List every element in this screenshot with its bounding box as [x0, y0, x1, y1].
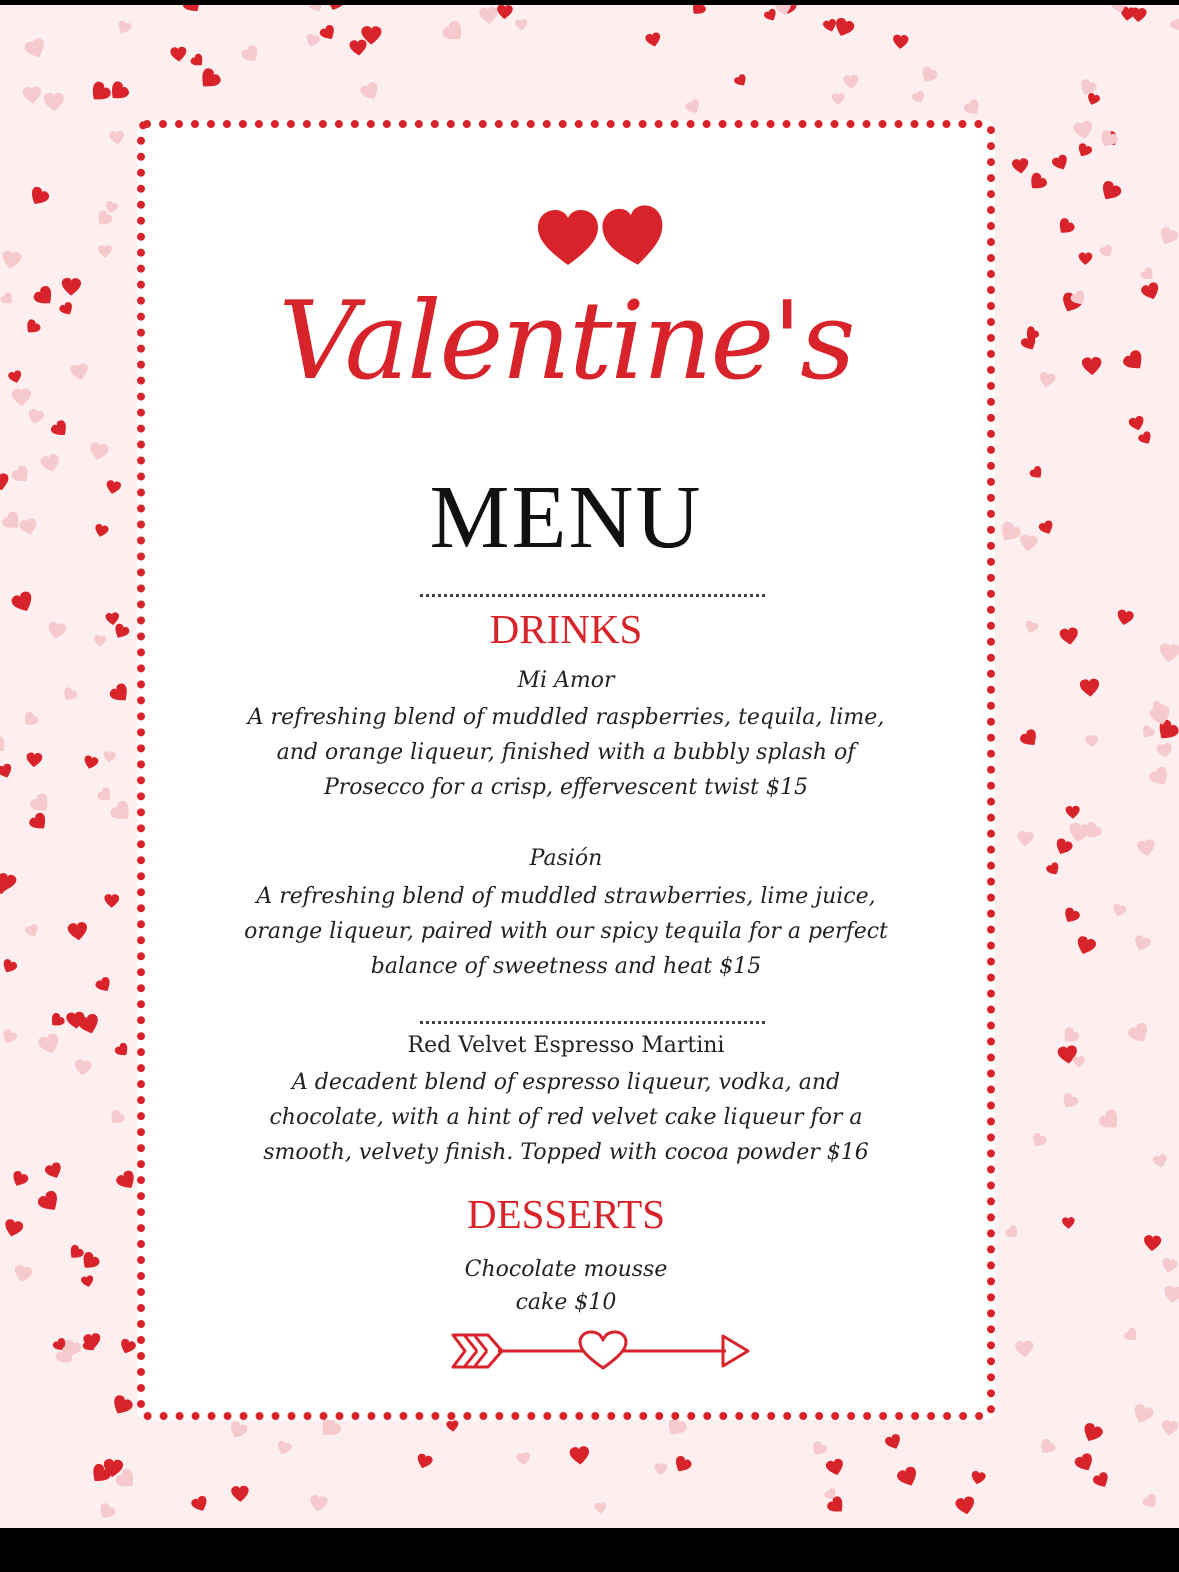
confetti-heart [109, 1393, 134, 1418]
confetti-heart [308, 5, 326, 15]
confetti-heart [61, 278, 81, 296]
confetti-heart [111, 622, 130, 641]
confetti-heart [1023, 620, 1039, 636]
confetti-heart [1160, 1257, 1178, 1274]
confetti-heart [20, 710, 40, 729]
confetti-heart [3, 1218, 25, 1239]
confetti-heart [1130, 7, 1146, 22]
confetti-heart [822, 18, 838, 33]
confetti-heart [1079, 678, 1100, 697]
confetti-heart [7, 370, 23, 385]
confetti-heart [67, 922, 88, 942]
confetti-heart [105, 480, 122, 496]
confetti-heart [496, 5, 513, 20]
confetti-heart [1097, 1107, 1124, 1134]
confetti-heart [645, 32, 662, 49]
confetti-heart [1028, 465, 1045, 482]
description-line: Prosecco for a crisp, effervescent twist $15 [323, 775, 809, 800]
confetti-heart [26, 408, 45, 426]
confetti-heart [1126, 1021, 1152, 1046]
confetti-heart [911, 90, 927, 105]
confetti-heart [88, 441, 110, 462]
confetti-heart [23, 37, 48, 62]
confetti-heart [832, 93, 845, 105]
confetti-heart [1111, 903, 1127, 918]
confetti-heart [1, 250, 22, 270]
confetti-heart [13, 1264, 34, 1284]
confetti-heart [1097, 179, 1123, 204]
confetti-heart [1059, 1025, 1080, 1046]
drinks-heading: DRINKS [489, 606, 643, 652]
confetti-heart [189, 52, 206, 69]
description-line: orange liqueur, paired with our spicy tequila for a perfect [244, 919, 888, 944]
confetti-heart [359, 80, 382, 103]
confetti-heart [0, 1028, 18, 1046]
confetti-heart [1059, 627, 1079, 646]
description-line: and orange liqueur, finished with a bubbly splash of [276, 740, 856, 765]
confetti-heart [1132, 934, 1152, 953]
confetti-heart [190, 1495, 210, 1515]
confetti-heart [9, 1170, 29, 1190]
confetti-heart [1140, 281, 1162, 302]
confetti-heart [349, 39, 367, 56]
confetti-heart [24, 923, 41, 939]
confetti-heart [1072, 120, 1094, 141]
confetti-heart [196, 66, 223, 93]
confetti-heart [1026, 171, 1049, 194]
confetti-heart [115, 19, 132, 36]
confetti-heart [895, 1465, 920, 1489]
dessert-line: Chocolate mousse [464, 1257, 668, 1282]
confetti-heart [1147, 765, 1172, 790]
confetti-heart [733, 73, 749, 89]
description-line: A decadent blend of espresso liqueur, vodka, and [291, 1070, 841, 1095]
confetti-heart [1092, 1471, 1112, 1491]
confetti-heart [23, 86, 42, 104]
confetti-heart [108, 799, 135, 826]
confetti-heart [170, 46, 187, 62]
confetti-heart [1141, 1492, 1160, 1511]
confetti-heart [73, 1059, 92, 1077]
confetti-heart [94, 209, 114, 229]
confetti-heart [1136, 839, 1156, 858]
confetti-heart [970, 1470, 987, 1486]
confetti-heart [23, 318, 42, 337]
confetti-heart [103, 751, 116, 763]
confetti-heart [58, 301, 75, 318]
drink-description [145, 879, 987, 984]
description-line: chocolate, with a hint of red velvet cake liqueur for a [269, 1105, 863, 1130]
confetti-heart [82, 755, 99, 771]
confetti-heart [884, 1433, 904, 1452]
drink-name: Red Velvet Espresso Martini [407, 1033, 725, 1058]
confetti-heart [1029, 1132, 1048, 1150]
confetti-heart [93, 635, 106, 648]
confetti-heart [37, 1032, 62, 1056]
confetti-heart [918, 65, 939, 85]
confetti-heart [1163, 1285, 1179, 1304]
confetti-heart [1075, 142, 1093, 160]
confetti-heart [46, 621, 67, 641]
confetti-heart [275, 1440, 293, 1457]
confetti-heart [962, 98, 983, 119]
confetti-heart [107, 1108, 126, 1127]
confetti-heart [1139, 266, 1157, 284]
confetti-heart [446, 1420, 459, 1432]
heart-arrow-icon [448, 1326, 753, 1376]
confetti-heart [70, 363, 90, 382]
confetti-heart [1073, 1056, 1086, 1068]
confetti-heart [843, 75, 859, 90]
confetti-heart [832, 16, 856, 39]
confetti-heart [516, 1452, 531, 1466]
confetti-heart [955, 1495, 977, 1516]
double-heart-icon [536, 203, 676, 273]
confetti-heart [0, 958, 18, 976]
confetti-heart [113, 1041, 131, 1059]
confetti-heart [1158, 643, 1179, 664]
confetti-heart [479, 7, 498, 25]
confetti-heart [10, 464, 33, 487]
confetti-heart [1059, 1091, 1080, 1111]
confetti-heart [10, 590, 36, 616]
confetti-heart [66, 1243, 85, 1262]
confetti-heart [1074, 935, 1097, 957]
confetti-heart [240, 44, 262, 66]
confetti-heart [325, 5, 345, 13]
confetti-heart [96, 786, 115, 805]
confetti-heart [227, 1420, 249, 1441]
confetti-heart [1037, 371, 1056, 389]
confetti-heart [594, 1502, 607, 1514]
confetti-heart [809, 1440, 828, 1459]
confetti-heart [181, 5, 204, 16]
dotted-divider [420, 1021, 765, 1024]
drink-name: Mi Amor [517, 668, 615, 693]
confetti-heart [98, 245, 112, 258]
confetti-heart [1015, 1340, 1034, 1358]
confetti-heart [105, 612, 120, 626]
drink-description [145, 700, 987, 805]
confetti-heart [1019, 534, 1038, 552]
confetti-heart [26, 752, 43, 767]
confetti-heart [1152, 1154, 1168, 1170]
confetti-heart [1161, 1420, 1179, 1437]
confetti-heart [19, 517, 39, 536]
confetti-heart [80, 1275, 94, 1289]
confetti-heart [1077, 78, 1098, 98]
confetti-heart [32, 284, 58, 310]
confetti-heart [49, 418, 71, 440]
dotted-divider [420, 594, 765, 597]
confetti-heart [0, 735, 10, 756]
confetti-heart [1062, 1217, 1075, 1229]
confetti-heart [94, 976, 114, 995]
confetti-heart [1036, 1437, 1057, 1457]
confetti-heart [1156, 742, 1174, 759]
confetti-heart [1128, 415, 1146, 432]
confetti-heart [825, 1458, 846, 1478]
confetti-heart [1079, 252, 1093, 265]
confetti-heart [763, 8, 779, 24]
confetti-heart [1123, 1326, 1141, 1344]
confetti-heart [1018, 727, 1041, 750]
dessert-item [145, 1253, 987, 1319]
description-line: smooth, velvety finish. Topped with cocoa powder $16 [263, 1140, 869, 1165]
confetti-heart [27, 185, 51, 209]
confetti-heart [672, 1454, 694, 1475]
confetti-heart [1061, 906, 1081, 926]
confetti-heart [415, 1453, 434, 1471]
confetti-heart [1038, 519, 1056, 536]
drink-name: Pasión [529, 846, 603, 871]
confetti-heart [688, 5, 707, 18]
confetti-heart [0, 291, 16, 308]
drink-description [145, 1065, 987, 1170]
confetti-heart [1055, 216, 1076, 237]
confetti-heart [1143, 1235, 1161, 1252]
confetti-heart [231, 1486, 249, 1503]
confetti-heart [44, 92, 65, 111]
confetti-heart [1137, 430, 1154, 447]
confetti-heart [108, 681, 133, 706]
menu-card [137, 120, 995, 1420]
confetti-heart [304, 33, 321, 49]
menu-poster [0, 5, 1179, 1528]
confetti-heart [515, 19, 528, 31]
confetti-heart [47, 1011, 66, 1030]
confetti-heart [440, 18, 468, 46]
confetti-heart [1053, 837, 1074, 857]
confetti-heart [1017, 831, 1034, 847]
confetti-heart [1086, 92, 1101, 107]
confetti-heart [1157, 225, 1179, 247]
confetti-heart [1116, 609, 1135, 627]
confetti-heart [1073, 1452, 1096, 1475]
confetti-heart [114, 1169, 139, 1193]
confetti-heart [654, 1463, 667, 1475]
confetti-heart [1004, 1224, 1021, 1241]
desserts-heading: DESSERTS [466, 1191, 666, 1237]
confetti-heart [1051, 153, 1071, 172]
confetti-heart [1139, 724, 1156, 741]
description-line: A refreshing blend of muddled raspberries, tequila, lime, [247, 705, 885, 730]
confetti-heart [104, 894, 119, 908]
description-line: A refreshing blend of muddled strawberries, lime juice, [256, 884, 876, 909]
confetti-heart [0, 762, 14, 780]
dessert-line: cake $10 [515, 1290, 617, 1315]
confetti-heart [93, 523, 109, 538]
confetti-heart [96, 1502, 117, 1523]
confetti-heart [1082, 357, 1102, 376]
confetti-heart [996, 519, 1023, 545]
confetti-heart [1098, 243, 1115, 259]
confetti-heart [1097, 128, 1120, 150]
confetti-heart [684, 98, 703, 116]
confetti-heart [12, 388, 32, 406]
confetti-heart [1085, 735, 1098, 747]
confetti-heart [0, 509, 24, 533]
confetti-heart [60, 686, 78, 704]
confetti-heart [893, 34, 909, 49]
confetti-heart [109, 130, 125, 145]
confetti-heart [1065, 806, 1079, 819]
confetti-heart [1130, 1403, 1154, 1427]
script-title: Valentine's [278, 279, 854, 404]
confetti-heart [569, 1446, 590, 1466]
confetti-heart [1045, 861, 1062, 877]
confetti-heart [308, 1494, 328, 1513]
confetti-heart [87, 79, 113, 105]
confetti-heart [40, 453, 62, 474]
confetti-heart [0, 472, 11, 492]
confetti-heart [318, 23, 338, 42]
confetti-heart [27, 811, 50, 834]
confetti-heart [1121, 348, 1148, 374]
menu-title: MENU [429, 468, 703, 567]
confetti-heart [36, 1189, 63, 1216]
confetti-heart [1012, 158, 1030, 175]
bottom-bar [0, 1528, 1179, 1572]
confetti-heart [1169, 18, 1179, 33]
confetti-heart [118, 1338, 137, 1356]
description-line: balance of sweetness and heat $15 [370, 954, 762, 979]
confetti-heart [1080, 1421, 1104, 1445]
confetti-heart [44, 1161, 65, 1181]
